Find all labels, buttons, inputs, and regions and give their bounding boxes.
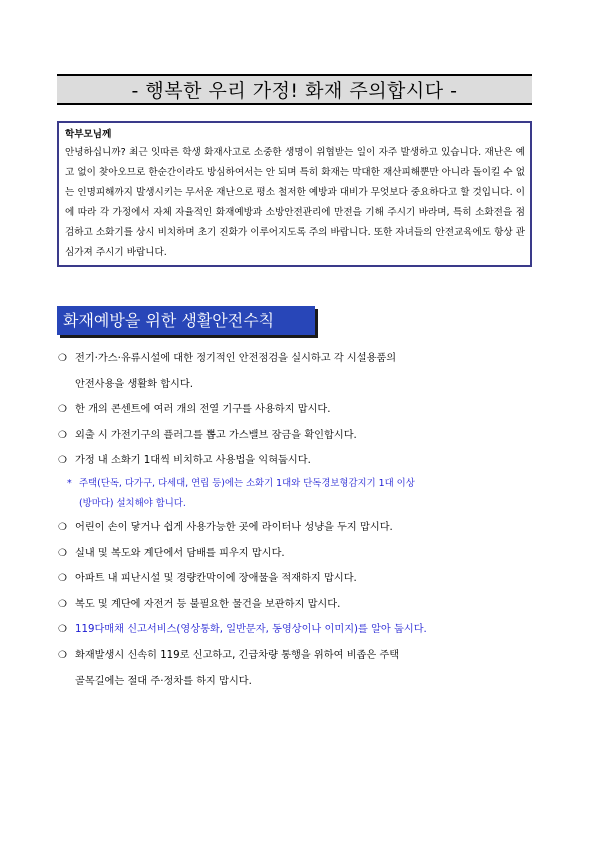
circle-bullet-icon: ❍ [58, 573, 67, 585]
rule-text: 외출 시 가전기구의 플러그를 뽑고 가스밸브 잠금을 확인합시다. [75, 429, 357, 441]
rule-text: 화재발생시 신속히 119로 신고하고, 긴급차량 통행을 위하여 비좁은 주택 [75, 649, 400, 661]
circle-bullet-icon: ❍ [58, 547, 67, 559]
rule-item-highlight [58, 617, 538, 643]
rule-item [58, 397, 538, 423]
circle-bullet-icon: ❍ [58, 455, 67, 467]
circle-bullet-icon: ❍ [58, 404, 67, 416]
rule-item [58, 643, 538, 694]
page-title: - 행복한 우리 가정! 화재 주의합시다 - [57, 74, 532, 105]
note-text: 주택(단독, 다가구, 다세대, 연립 등)에는 소화기 1대와 단독경보형감지기 1대 이상 [79, 477, 415, 489]
rule-text: 실내 및 복도와 계단에서 담배를 피우지 맙시다. [75, 547, 285, 559]
circle-bullet-icon: ❍ [58, 353, 67, 364]
rule-text-continued: 골목길에는 절대 주·정차를 하지 맙시다. [75, 675, 252, 687]
rule-text: 가정 내 소화기 1대씩 비치하고 사용법을 익혀둡시다. [75, 455, 311, 467]
note-item [58, 474, 538, 515]
letter-box [57, 121, 532, 267]
rule-text: 아파트 내 피난시설 및 경량칸막이에 장애물을 적재하지 맙시다. [75, 573, 357, 585]
rule-item [58, 541, 538, 567]
rule-text-continued: 안전사용을 생활화 합시다. [75, 378, 193, 390]
safety-rules-list [58, 346, 538, 694]
rule-item [58, 592, 538, 618]
rule-item [58, 566, 538, 592]
rule-item [58, 448, 538, 474]
section-heading: 화재예방을 위한 생활안전수칙 [57, 306, 315, 335]
circle-bullet-icon: ❍ [58, 598, 67, 610]
circle-bullet-icon: ❍ [58, 649, 67, 661]
rule-text: 어린이 손이 닿거나 쉽게 사용가능한 곳에 라이터나 성냥을 두지 맙시다. [75, 521, 393, 533]
rule-text: 119다매채 신고서비스(영상통화, 일반문자, 동영상이나 이미지)를 알아 둡시다. [75, 624, 427, 636]
rule-text: 복도 및 계단에 자전거 등 불필요한 물건을 보관하지 맙시다. [75, 598, 341, 610]
asterisk-bullet-icon: * [67, 477, 72, 489]
letter-body: 안녕하십니까? 최근 잇따른 학생 화재사고로 소중한 생명이 위협받는 일이 자주 발생하고 있습니다. 재난은 예고 없이 찾아오므로 한순간이라도 방심하여서는 안 되며 특히 화재는 막대한 재산피해뿐만 아니라 돌이킬 수 없는 인명피해까지 발생시키는 무서운 재난으로 평소 철저한 예방과 대비가 무엇보다 중요하다고 할 것입니다. 이에 따라 각 가정에서 자체 자율적인 화재예방과 소방안전관리에 만전을 기해 주시기 바라며, 특히 소화전을 점검하고 소화기를 상시 비치하며 초기 진화가 이루어지도록 주의 바랍니다. 또한 자녀들의 안전교육에도 항상 관심가져 주시기 바랍니다. [65, 147, 525, 258]
note-text-continued: (방마다) 설치해야 합니다. [79, 498, 186, 510]
rule-text: 한 개의 콘센트에 여러 개의 전열 기구를 사용하지 맙시다. [75, 404, 331, 416]
rule-item [58, 515, 538, 541]
rule-item [58, 346, 538, 397]
letter-greeting: 학부모님께 [65, 129, 112, 140]
circle-bullet-icon: ❍ [58, 624, 67, 636]
rule-text: 전기·가스·유류시설에 대한 정기적인 안전점검을 실시하고 각 시설용품의 [75, 353, 397, 364]
circle-bullet-icon: ❍ [58, 521, 67, 533]
circle-bullet-icon: ❍ [58, 429, 67, 441]
rule-item [58, 423, 538, 449]
